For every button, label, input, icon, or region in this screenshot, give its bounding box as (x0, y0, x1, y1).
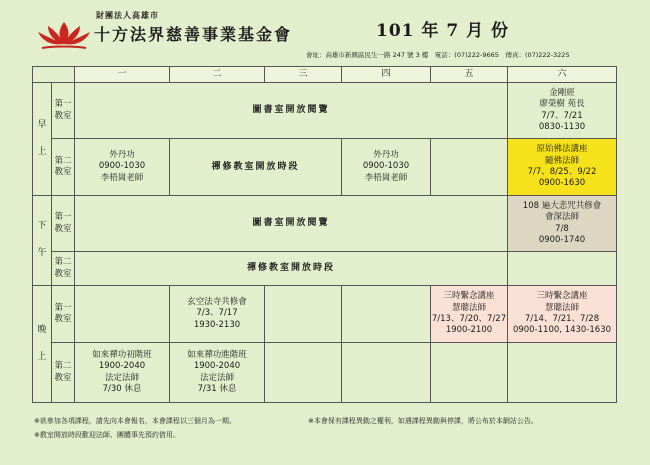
room-label: 第一 教室 (52, 83, 75, 139)
class-cell-highlight: 原始佛法講座 隨佛法師 7/7、8/25、9/22 0900-1630 (508, 139, 617, 196)
class-cell-highlight: 三時繫念講座 慧聰法師 7/14、7/21、7/28 0900-1100, 1430-1630 (508, 286, 617, 343)
meditation-open-cell: 禪修教室開放時段 (75, 252, 508, 286)
meditation-open-cell: 禪修教室開放時段 (170, 139, 342, 196)
evening-room2-row (33, 343, 617, 403)
afternoon-room1-row (33, 196, 617, 252)
class-cell: 玄空法寺共修會 7/3、7/17 1930-2130 (170, 286, 265, 343)
day-tue: 二 (170, 67, 265, 83)
footer-note-registration: ※欲參加各項課程，請先向本會報名，本會課程以三個月為一期。 (34, 417, 236, 425)
room-label: 第一 教室 (52, 286, 75, 343)
library-open-cell: 圖書室開放閱覽 (75, 196, 508, 252)
org-subtitle: 財團法人高雄市 (96, 11, 159, 20)
day-thu: 四 (342, 67, 431, 83)
room-label: 第二 教室 (52, 139, 75, 196)
empty-cell (508, 343, 617, 403)
lotus-logo-icon (36, 18, 92, 52)
contact-info: 會址：高雄市新興區民生一路 247 號 3 樓 電話：(07)222-9665 傳真：(07)222-3225 (306, 51, 570, 59)
day-sat: 六 (508, 67, 617, 83)
period-afternoon: 下 午 (33, 196, 52, 286)
room-label: 第一 教室 (52, 196, 75, 252)
room-label: 第二 教室 (52, 343, 75, 403)
empty-cell (265, 343, 342, 403)
day-mon: 一 (75, 67, 170, 83)
class-cell-highlight: 三時繫念講座 慧聰法師 7/13、7/20、7/27 1900-2100 (431, 286, 508, 343)
month-title: 101 年 7 月 份 (376, 21, 509, 41)
footer-note-booking: ※教室開放時段歡迎法師、團體事先預約借用。 (34, 431, 180, 439)
page-header (0, 0, 650, 64)
afternoon-room2-row (33, 252, 617, 286)
morning-room2-row (33, 139, 617, 196)
period-morning: 早 上 (33, 83, 52, 196)
empty-cell (342, 343, 431, 403)
class-cell: 如來禪功初階班 1900-2040 法定法師 7/30 休息 (75, 343, 170, 403)
org-name: 十方法界慈善事業基金會 (94, 25, 293, 44)
empty-cell (75, 286, 170, 343)
period-evening: 晚 上 (33, 286, 52, 403)
empty-cell (431, 139, 508, 196)
empty-cell (431, 343, 508, 403)
class-cell: 如來禪功進階班 1900-2040 法定法師 7/31 休息 (170, 343, 265, 403)
class-cell: 外丹功 0900-1030 李梧崗老師 (75, 139, 170, 196)
footer-note-changes: ※本會保有課程異動之權利，如遇課程異動與停課，將公布於本網站公告。 (308, 417, 538, 425)
class-cell-highlight: 108 遍大悲咒共修會 會深法師 7/8 0900-1740 (508, 196, 617, 252)
day-fri: 五 (431, 67, 508, 83)
room-label: 第二 教室 (52, 252, 75, 286)
day-wed: 三 (265, 67, 342, 83)
empty-cell (265, 286, 342, 343)
class-cell: 外丹功 0900-1030 李梧崗老師 (342, 139, 431, 196)
empty-cell (508, 252, 617, 286)
corner-cell (33, 67, 75, 83)
schedule-table (32, 66, 617, 403)
library-open-cell: 圖書室開放閱覽 (75, 83, 508, 139)
morning-room1-row (33, 83, 617, 139)
day-header-row (33, 67, 617, 83)
evening-room1-row (33, 286, 617, 343)
empty-cell (342, 286, 431, 343)
class-cell: 金剛經 廖榮樹 苑長 7/7、7/21 0830-1130 (508, 83, 617, 139)
